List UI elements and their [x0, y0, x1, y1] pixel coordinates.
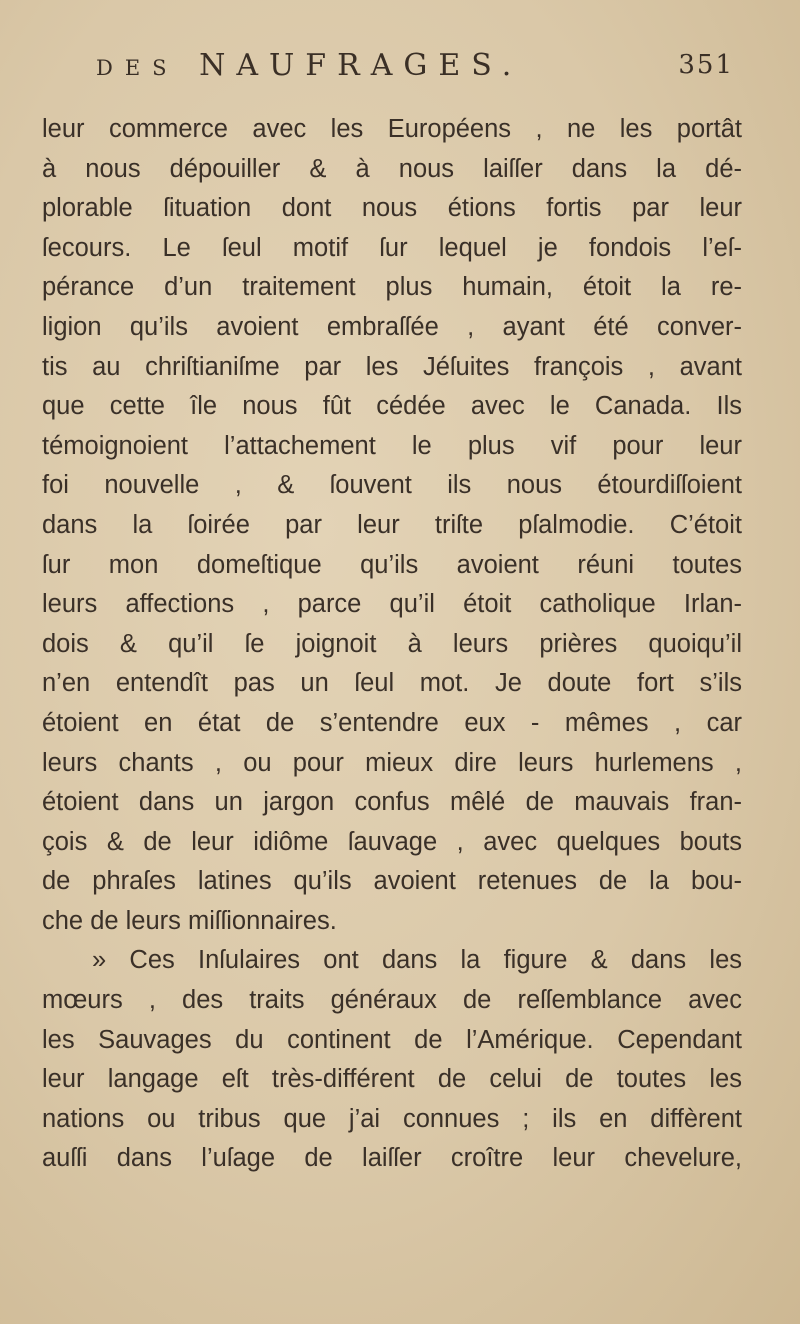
text-line: pérance d’un traitement plus humain, étoit la re- [42, 273, 742, 302]
text-line: à nous dépouiller & à nous laiſſer dans la dé- [42, 154, 742, 183]
text-line: » Ces Inſulaires ont dans la figure & dans les [92, 946, 742, 975]
text-line: dans la ſoirée par leur triſte pſalmodie. C’étoit [42, 510, 742, 539]
text-line: de phraſes latines qu’ils avoient retenues de la bou- [42, 867, 742, 896]
running-head-large: NAUFRAGES. [199, 48, 523, 83]
text-line: nations ou tribus que j’ai connues ; ils en diffèrent [42, 1104, 742, 1133]
running-head [96, 48, 522, 83]
text-line: plorable ſituation dont nous étions fortis par leur [42, 194, 742, 223]
text-line: mœurs , des traits généraux de reſſemblance avec [42, 986, 742, 1015]
text-line: étoient en état de s’entendre eux - mêmes , car [42, 708, 742, 737]
page-number: 351 [678, 50, 734, 80]
text-line: les Sauvages du continent de l’Amérique. Cependant [42, 1025, 742, 1054]
text-line: auſſi dans l’uſage de laiſſer croître leur chevelure, [42, 1144, 742, 1173]
text-line: que cette île nous fût cédée avec le Canada. Ils [42, 392, 742, 421]
page-header [96, 46, 736, 92]
text-line: tis au chriſtianiſme par les Jéſuites françois , avant [42, 352, 742, 381]
text-line: dois & qu’il ſe joignoit à leurs prières quoiqu’il [42, 629, 742, 658]
text-line: ſur mon domeſtique qu’ils avoient réuni toutes [42, 550, 742, 579]
text-line: n’en entendît pas un ſeul mot. Je doute fort s’ils [42, 669, 742, 698]
text-line: ſecours. Le ſeul motif ſur lequel je fondois l’eſ- [42, 233, 742, 262]
text-line: étoient dans un jargon confus mêlé de mauvais fran- [42, 788, 742, 817]
text-line: leurs chants , ou pour mieux dire leurs hurlemens , [42, 748, 742, 777]
text-line: leur commerce avec les Européens , ne les portât [42, 115, 742, 143]
text-line: çois & de leur idiôme ſauvage , avec quelques bouts [42, 827, 742, 856]
text-line: foi nouvelle , & ſouvent ils nous étourdiſſoient [42, 471, 742, 500]
text-line: che de leurs miſſionnaires. [42, 906, 337, 935]
text-line: ligion qu’ils avoient embraſſée , ayant été conver- [42, 312, 742, 341]
text-line: témoignoient l’attachement le plus vif pour leur [42, 431, 742, 460]
text-line: leur langage eſt très-différent de celui de toutes les [42, 1065, 742, 1094]
body-text [42, 110, 742, 1179]
running-head-small: DES [96, 56, 179, 80]
text-line: leurs affections , parce qu’il étoit catholique Irlan- [42, 590, 742, 619]
